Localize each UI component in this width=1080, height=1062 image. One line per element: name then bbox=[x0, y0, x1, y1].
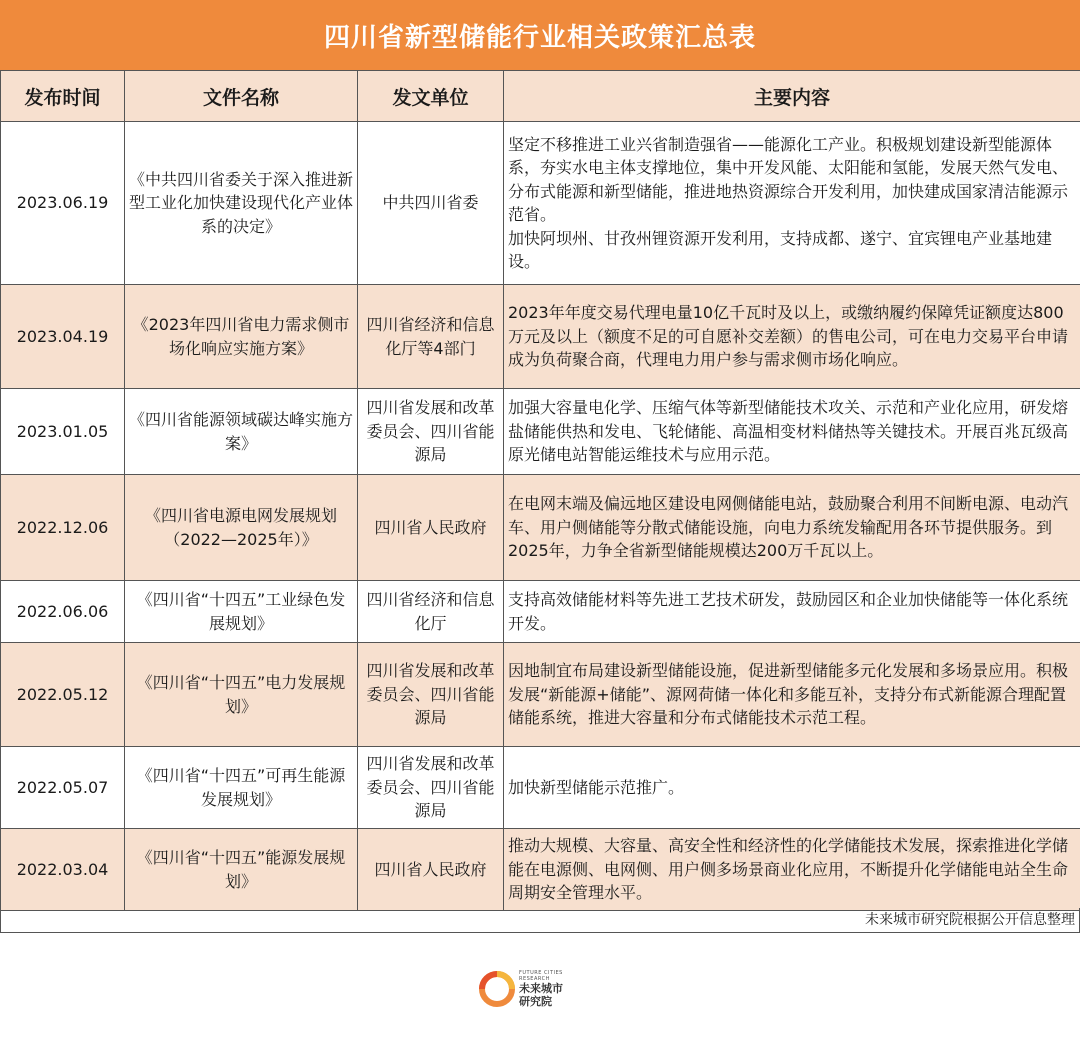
table-row bbox=[1, 122, 1080, 285]
cell-date: 2022.05.07 bbox=[1, 747, 125, 829]
cell-content bbox=[504, 475, 1080, 581]
content-paragraph: 支持高效储能材料等先进工艺技术研发，鼓励园区和企业加快储能等一体化系统开发。 bbox=[508, 590, 1069, 633]
table-row bbox=[1, 285, 1080, 389]
policy-table bbox=[0, 70, 1080, 911]
content-paragraph: 在电网末端及偏远地区建设电网侧储能电站，鼓励聚合利用不间断电源、电动汽车、用户侧储能等分散式储能设施，向电力系统发输配用各环节提供服务。到2025年，力争全省新型储能规模达200万千瓦以上。 bbox=[508, 494, 1069, 561]
cell-date: 2022.05.12 bbox=[1, 643, 125, 747]
cell-doc-name: 《四川省“十四五”电力发展规划》 bbox=[125, 643, 358, 747]
content-paragraph: 加快新型储能示范推广。 bbox=[508, 777, 685, 797]
content-paragraph: 坚定不移推进工业兴省制造强省——能源化工产业。积极规划建设新型能源体系，夯实水电主体支撑地位，集中开发风能、太阳能和氢能，发展天然气发电、分布式能源和新型储能，推进地热资源综合开发利用，加快建成国家清洁能源示范省。 bbox=[508, 134, 1069, 224]
cell-issuer: 四川省发展和改革委员会、四川省能源局 bbox=[358, 643, 504, 747]
cell-date: 2022.12.06 bbox=[1, 475, 125, 581]
cell-content bbox=[504, 581, 1080, 643]
cell-content bbox=[504, 285, 1080, 389]
logo-text bbox=[519, 970, 563, 1008]
header-date: 发布时间 bbox=[1, 71, 125, 122]
cell-issuer: 四川省经济和信息化厅等4部门 bbox=[358, 285, 504, 389]
cell-date: 2022.03.04 bbox=[1, 829, 125, 911]
cell-date: 2023.01.05 bbox=[1, 389, 125, 475]
header-issuer: 发文单位 bbox=[358, 71, 504, 122]
logo-cn-line1: 未来城市 bbox=[519, 982, 563, 995]
cell-content bbox=[504, 643, 1080, 747]
header-row bbox=[1, 71, 1080, 122]
cell-issuer: 四川省人民政府 bbox=[358, 829, 504, 911]
cell-issuer: 四川省经济和信息化厅 bbox=[358, 581, 504, 643]
logo-cn-line2: 研究院 bbox=[519, 995, 552, 1008]
table-row bbox=[1, 747, 1080, 829]
table-row bbox=[1, 581, 1080, 643]
content-paragraph: 加强大容量电化学、压缩气体等新型储能技术攻关、示范和产业化应用，研发熔盐储能供热和发电、飞轮储能、高温相变材料储热等关键技术。开展百兆瓦级高原光储电站智能运维技术与应用示范。 bbox=[508, 398, 1069, 465]
source-note-text: 未来城市研究院根据公开信息整理 bbox=[865, 912, 1075, 928]
header-content: 主要内容 bbox=[504, 71, 1080, 122]
cell-content bbox=[504, 829, 1080, 911]
cell-doc-name: 《四川省“十四五”工业绿色发展规划》 bbox=[125, 581, 358, 643]
cell-date: 2022.06.06 bbox=[1, 581, 125, 643]
content-paragraph: 加快阿坝州、甘孜州锂资源开发利用，支持成都、遂宁、宜宾锂电产业基地建设。 bbox=[508, 228, 1053, 271]
cell-date: 2023.06.19 bbox=[1, 122, 125, 285]
table-row bbox=[1, 475, 1080, 581]
cell-doc-name: 《四川省能源领域碳达峰实施方案》 bbox=[125, 389, 358, 475]
cell-content bbox=[504, 747, 1080, 829]
logo-mark-icon bbox=[479, 971, 515, 1007]
source-note bbox=[0, 908, 1080, 933]
cell-content bbox=[504, 122, 1080, 285]
table-row bbox=[1, 643, 1080, 747]
cell-doc-name: 《四川省“十四五”可再生能源发展规划》 bbox=[125, 747, 358, 829]
cell-doc-name: 《四川省“十四五”能源发展规划》 bbox=[125, 829, 358, 911]
cell-doc-name: 《四川省电源电网发展规划（2022—2025年）》 bbox=[125, 475, 358, 581]
logo-en-line2: RESEARCH bbox=[519, 976, 550, 982]
cell-issuer: 四川省人民政府 bbox=[358, 475, 504, 581]
cell-issuer: 四川省发展和改革委员会、四川省能源局 bbox=[358, 747, 504, 829]
content-paragraph: 2023年年度交易代理电量10亿千瓦时及以上，或缴纳履约保障凭证额度达800万元及以上（额度不足的可自愿补交差额）的售电公司，可在电力交易平台申请成为负荷聚合商，代理电力用户参与需求侧市场化响应。 bbox=[508, 303, 1069, 370]
content-paragraph: 推动大规模、大容量、高安全性和经济性的化学储能技术发展，探索推进化学储能在电源侧、电网侧、用户侧多场景商业化应用，不断提升化学储能电站全生命周期安全管理水平。 bbox=[508, 836, 1069, 903]
cell-doc-name: 《2023年四川省电力需求侧市场化响应实施方案》 bbox=[125, 285, 358, 389]
table-title: 四川省新型储能行业相关政策汇总表 bbox=[0, 0, 1080, 70]
cell-content bbox=[504, 389, 1080, 475]
table-row bbox=[1, 389, 1080, 475]
header-doc-name: 文件名称 bbox=[125, 71, 358, 122]
future-cities-logo bbox=[479, 968, 579, 1010]
cell-issuer: 中共四川省委 bbox=[358, 122, 504, 285]
cell-issuer: 四川省发展和改革委员会、四川省能源局 bbox=[358, 389, 504, 475]
cell-doc-name: 《中共四川省委关于深入推进新型工业化加快建设现代化产业体系的决定》 bbox=[125, 122, 358, 285]
table-row bbox=[1, 829, 1080, 911]
cell-date: 2023.04.19 bbox=[1, 285, 125, 389]
logo-en-line1: FUTURE CITIES bbox=[519, 970, 563, 976]
content-paragraph: 因地制宜布局建设新型储能设施，促进新型储能多元化发展和多场景应用。积极发展“新能源+储能”、源网荷储一体化和多能互补，支持分布式新能源合理配置储能系统，推进大容量和分布式储能技术示范工程。 bbox=[508, 661, 1069, 728]
